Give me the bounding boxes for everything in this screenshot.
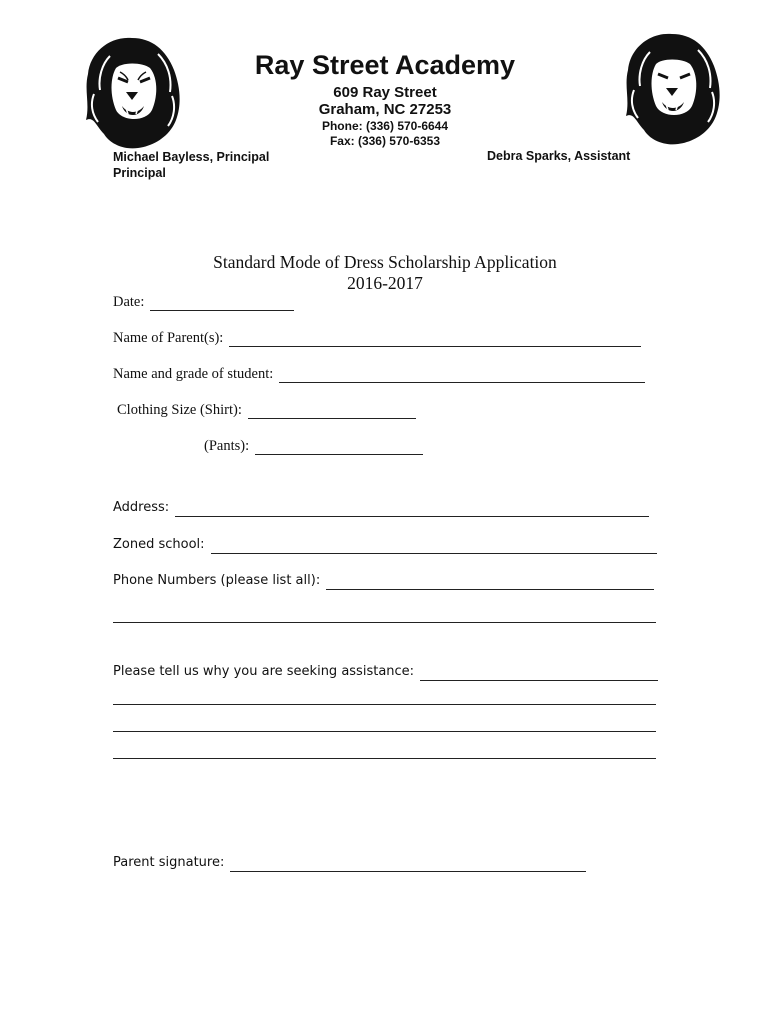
pants-size-label: (Pants):: [204, 438, 250, 454]
reason-field: [113, 663, 658, 681]
student-field: [113, 365, 645, 383]
phone-numbers-extra-line[interactable]: [113, 622, 656, 623]
phone-numbers-input[interactable]: [326, 575, 654, 590]
shirt-size-field: [117, 401, 416, 419]
principal-line-1: Michael Bayless, Principal: [113, 150, 270, 164]
assistant-name: Debra Sparks, Assistant: [487, 149, 631, 163]
reason-label: Please tell us why you are seeking assistance:: [113, 664, 415, 679]
phone-numbers-label: Phone Numbers (please list all):: [113, 573, 321, 588]
pants-size-field: [204, 437, 423, 455]
school-fax: Fax: (336) 570-6353: [329, 134, 441, 148]
form-year: 2016-2017: [347, 273, 423, 293]
parents-field: [113, 329, 641, 347]
shirt-size-label: Clothing Size (Shirt):: [117, 402, 242, 418]
student-label: Name and grade of student:: [113, 366, 274, 382]
signature-input[interactable]: [230, 857, 586, 872]
student-input[interactable]: [279, 368, 645, 383]
phone-numbers-field: [113, 572, 654, 590]
parents-input[interactable]: [229, 332, 641, 347]
zoned-school-input[interactable]: [211, 539, 657, 554]
parents-label: Name of Parent(s):: [113, 330, 224, 346]
date-input[interactable]: [150, 296, 294, 311]
form-title: Standard Mode of Dress Scholarship Application: [213, 252, 557, 272]
pants-size-input[interactable]: [255, 440, 423, 455]
principal-name: [113, 149, 269, 181]
reason-line-3[interactable]: [113, 758, 656, 759]
signature-field: [113, 854, 586, 872]
shirt-size-input[interactable]: [248, 404, 416, 419]
zoned-school-label: Zoned school:: [113, 537, 205, 552]
address-field: [113, 499, 649, 517]
signature-label: Parent signature:: [113, 855, 225, 870]
school-name: Ray Street Academy: [254, 50, 516, 80]
school-phone: Phone: (336) 570-6644: [321, 119, 449, 133]
school-street: 609 Ray Street: [333, 84, 437, 101]
address-label: Address:: [113, 500, 170, 515]
date-field: [113, 293, 294, 311]
address-input[interactable]: [175, 502, 649, 517]
reason-line-2[interactable]: [113, 731, 656, 732]
principal-line-2: Principal: [113, 166, 166, 180]
date-label: Date:: [113, 294, 145, 310]
zoned-school-field: [113, 536, 657, 554]
reason-input[interactable]: [420, 666, 658, 681]
school-city: Graham, NC 27253: [318, 101, 452, 118]
reason-line-1[interactable]: [113, 704, 656, 705]
